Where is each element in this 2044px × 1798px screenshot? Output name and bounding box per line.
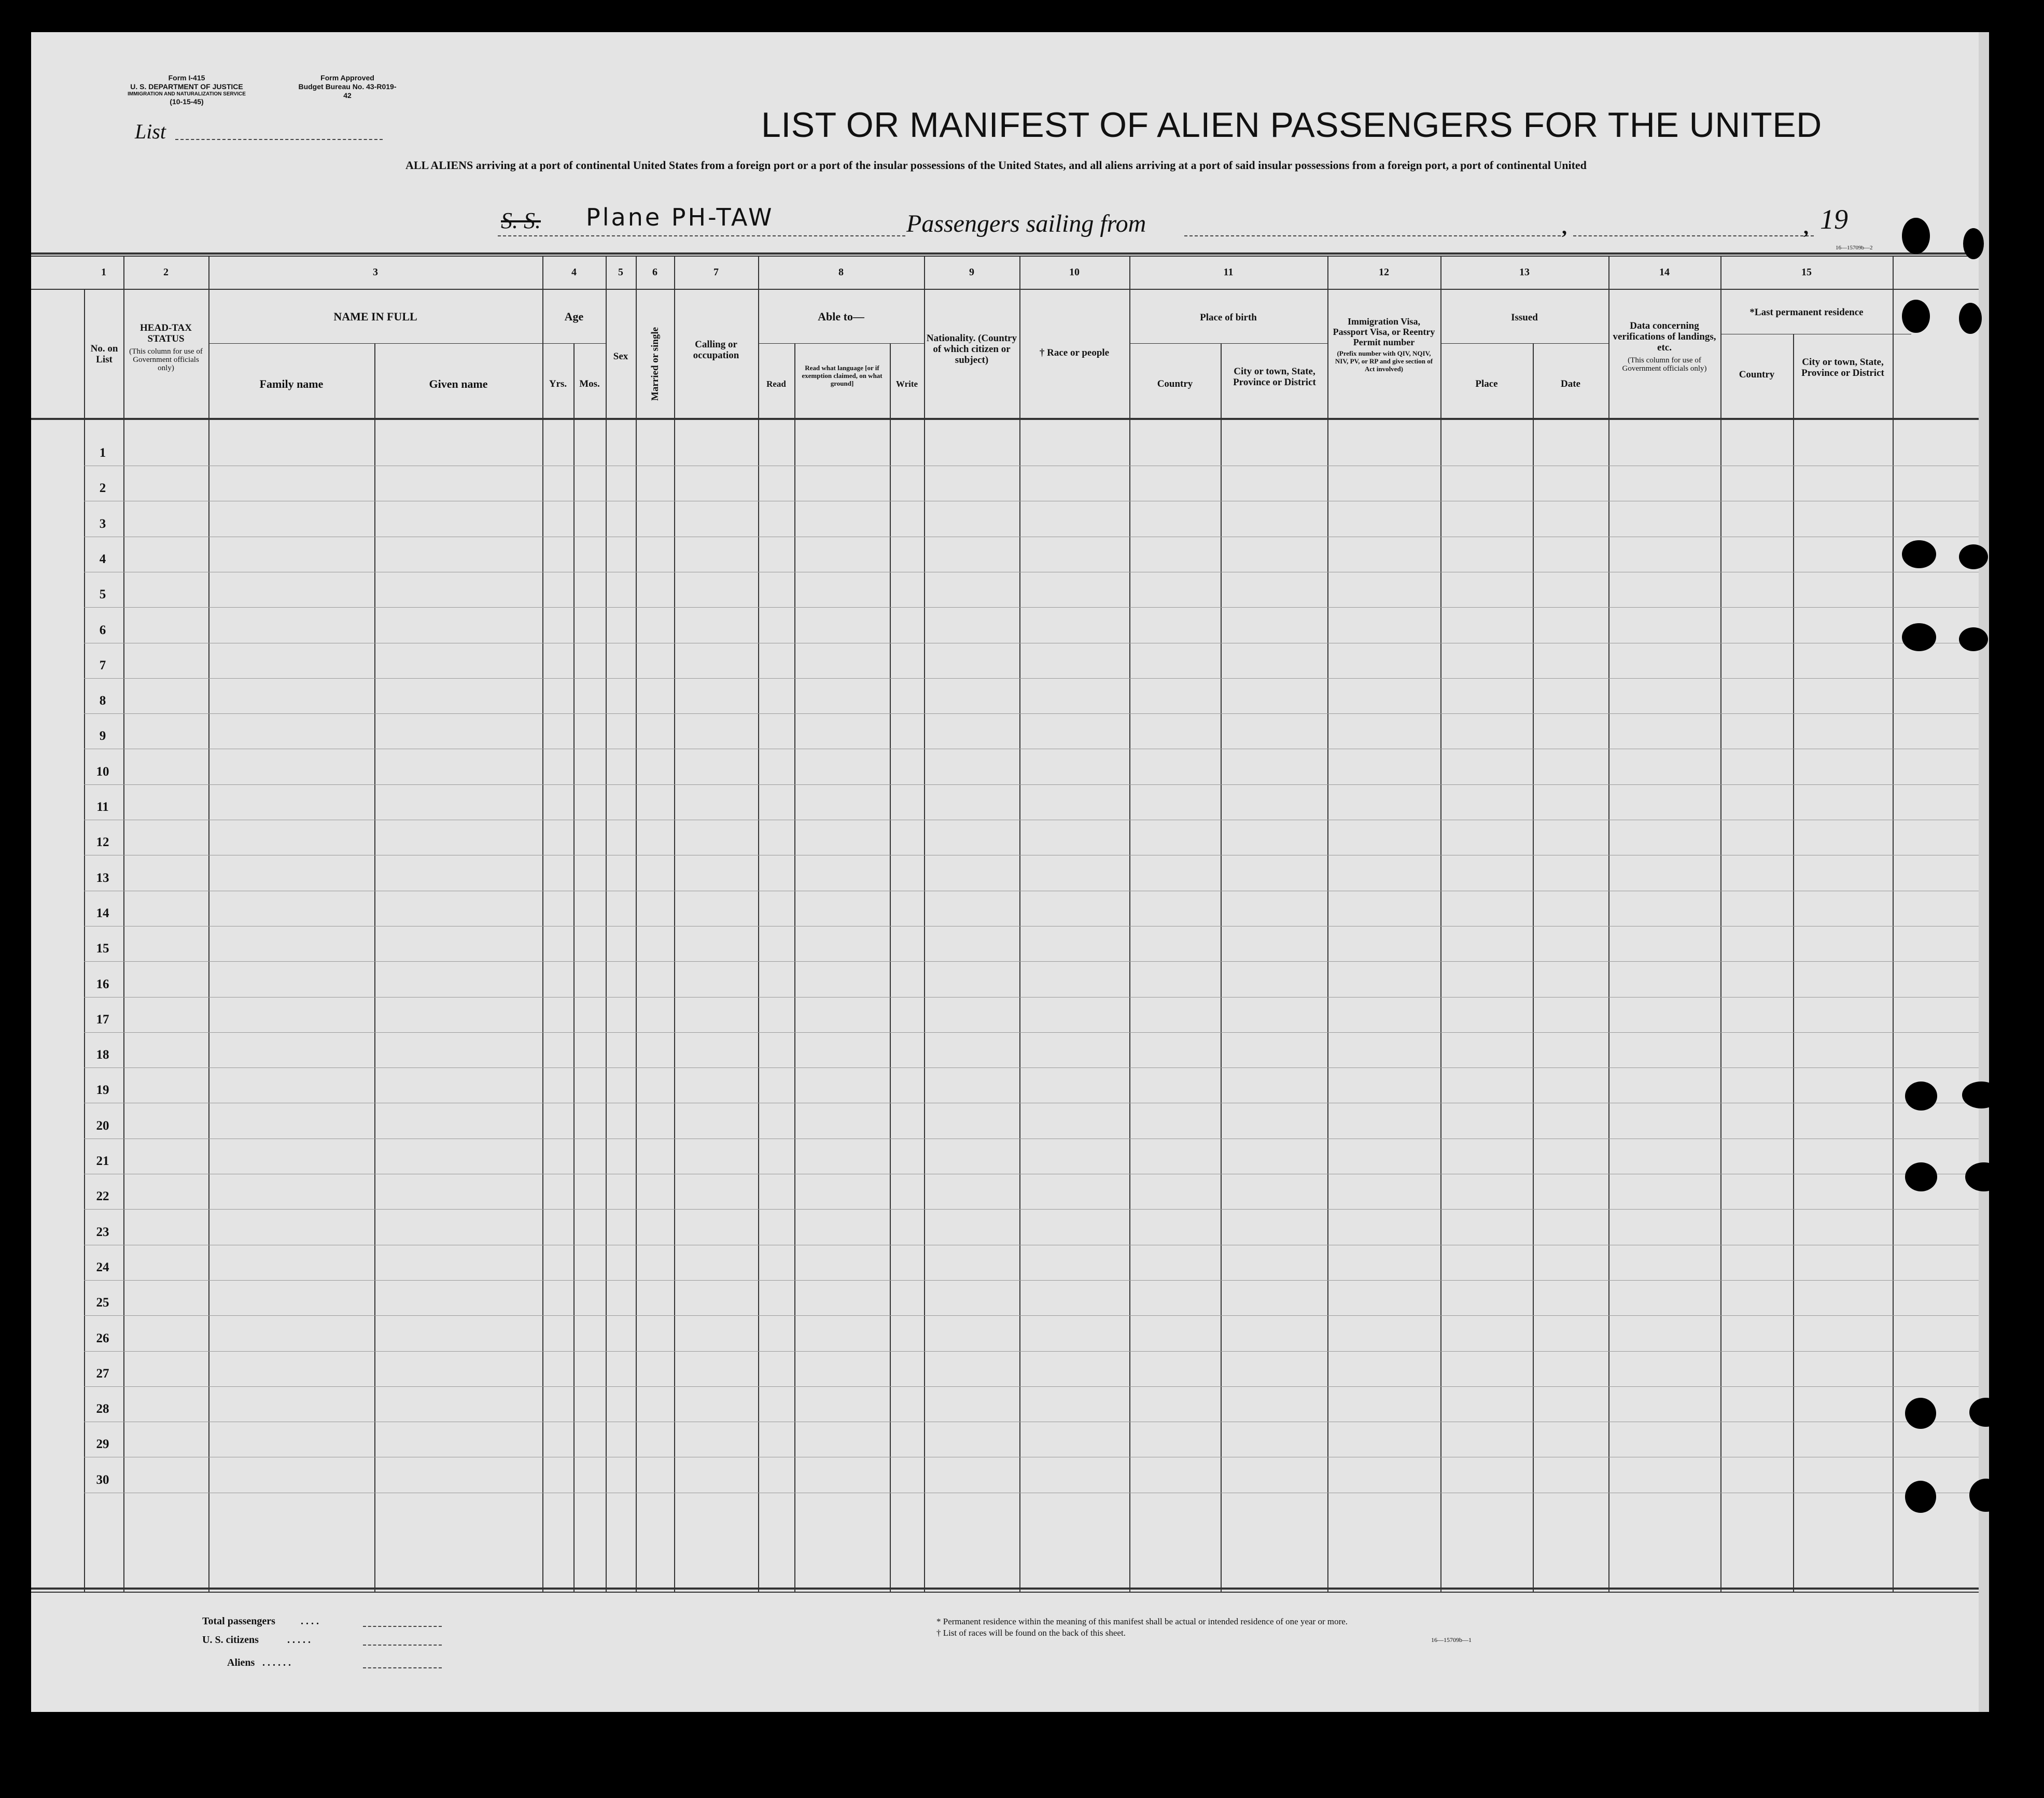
header-nationality: Nationality. (Country of which citizen or subject) bbox=[926, 333, 1017, 366]
header-data-concerning bbox=[1612, 320, 1717, 373]
footer-aliens-dots: . . . . . . bbox=[262, 1657, 291, 1668]
table-row[interactable] bbox=[84, 607, 1979, 608]
row-number: 22 bbox=[96, 1189, 109, 1203]
row-number: 26 bbox=[96, 1331, 109, 1345]
us-citizens-field[interactable] bbox=[363, 1645, 442, 1646]
row-number: 24 bbox=[96, 1260, 109, 1274]
header-birth-country: Country bbox=[1157, 378, 1193, 389]
visa-label: Immigration Visa, Passport Visa, or Reentry Permit number bbox=[1333, 316, 1435, 347]
vline-14 bbox=[1019, 256, 1020, 1592]
header-family-name: Family name bbox=[259, 377, 324, 390]
table-bottom-rule2 bbox=[31, 1592, 1979, 1593]
head-tax-label: HEAD-TAX STATUS bbox=[140, 322, 192, 344]
punch-hole bbox=[1905, 1398, 1936, 1429]
header-calling: Calling or occupation bbox=[693, 339, 739, 361]
data-concerning-label: Data concerning verifications of landings, etc. bbox=[1613, 320, 1716, 353]
sailing-date-line[interactable] bbox=[1573, 235, 1814, 236]
data-concerning-note: (This column for use of Government officials only) bbox=[1622, 356, 1707, 373]
visa-note: (Prefix number with QIV, NQIV, NIV, PV, or RP and give section of Act involved) bbox=[1335, 349, 1433, 373]
head-tax-note: (This column for use of Government officials only) bbox=[129, 347, 203, 372]
colnum-6: 6 bbox=[652, 266, 657, 278]
footnote-races: † List of races will be found on the back of this sheet. bbox=[936, 1628, 1126, 1638]
header-mos: Mos. bbox=[579, 378, 600, 389]
colnum-7: 7 bbox=[713, 266, 719, 278]
header-read: Read bbox=[766, 379, 786, 389]
header-residence-city: City or town, State, Province or District bbox=[1801, 357, 1884, 378]
colnum-8: 8 bbox=[838, 266, 844, 278]
table-row[interactable] bbox=[84, 678, 1979, 679]
header-residence-country: Country bbox=[1739, 369, 1775, 380]
punch-hole bbox=[1962, 1081, 2000, 1108]
punch-hole bbox=[1902, 540, 1936, 568]
header-able-to: Able to— bbox=[818, 310, 864, 323]
header-no-on-list: No. on List bbox=[90, 343, 118, 365]
sailing-label: Passengers sailing from bbox=[906, 210, 1146, 237]
vline-22 bbox=[1793, 334, 1794, 1592]
header-race: † Race or people bbox=[1039, 347, 1110, 358]
vline-17 bbox=[1327, 256, 1328, 1592]
print-code-top: 16—15709b—2 bbox=[1836, 245, 1873, 251]
form-approved bbox=[296, 74, 399, 100]
header-yrs: Yrs. bbox=[549, 378, 567, 389]
header-issued-place: Place bbox=[1475, 378, 1498, 389]
print-code-bottom: 16—15709b—1 bbox=[1431, 1636, 1472, 1644]
form-number: Form I-415 bbox=[168, 74, 205, 82]
punch-hole bbox=[1905, 1162, 1937, 1191]
row-number: 27 bbox=[96, 1367, 109, 1381]
punch-hole bbox=[1902, 623, 1936, 651]
punch-hole bbox=[1969, 1479, 2003, 1512]
name-subrule bbox=[208, 343, 573, 344]
table-row[interactable] bbox=[84, 1386, 1979, 1387]
punch-hole bbox=[1905, 1081, 1937, 1111]
footer-citizens-label: U. S. citizens bbox=[202, 1634, 259, 1646]
colnum-13: 13 bbox=[1519, 266, 1530, 278]
header-given-name: Given name bbox=[429, 377, 488, 390]
vline-16 bbox=[1221, 343, 1222, 1592]
punch-hole bbox=[1965, 1162, 2003, 1191]
punch-hole bbox=[1905, 1481, 1936, 1513]
date-code: (10-15-45) bbox=[170, 97, 204, 106]
punch-hole bbox=[1969, 1398, 2003, 1427]
page-title: LIST OR MANIFEST OF ALIEN PASSENGERS FOR THE UNITED bbox=[761, 105, 1822, 145]
aliens-field[interactable] bbox=[363, 1667, 442, 1668]
header-read-language: Read what language [or if exemption claimed, on what ground] bbox=[802, 364, 883, 387]
vline-7 bbox=[606, 256, 607, 1592]
approved-label: Form Approved bbox=[320, 74, 374, 82]
row-number: 1 bbox=[99, 446, 106, 460]
row-number: 5 bbox=[99, 587, 106, 601]
footer-total-dots: . . . . bbox=[301, 1616, 319, 1627]
row-number: 14 bbox=[96, 906, 109, 920]
footer-aliens-label: Aliens bbox=[227, 1657, 255, 1668]
row-number: 25 bbox=[96, 1296, 109, 1310]
vline-23 bbox=[1893, 256, 1894, 1592]
vline-6 bbox=[573, 343, 575, 1592]
header-head-tax bbox=[127, 322, 205, 372]
row-number: 3 bbox=[99, 517, 106, 531]
vline-15 bbox=[1129, 256, 1130, 1592]
table-row[interactable] bbox=[84, 961, 1979, 962]
table-row[interactable] bbox=[84, 1209, 1979, 1210]
list-label: List bbox=[135, 120, 166, 143]
row-number: 8 bbox=[99, 694, 106, 708]
comma2: , bbox=[1803, 215, 1809, 238]
header-name-in-full: NAME IN FULL bbox=[333, 310, 417, 323]
vline-19 bbox=[1533, 343, 1534, 1592]
colnum-10: 10 bbox=[1069, 266, 1080, 278]
punch-hole bbox=[1963, 228, 1984, 259]
header-visa bbox=[1331, 316, 1437, 373]
table-row[interactable] bbox=[84, 1351, 1979, 1352]
vline-3 bbox=[208, 256, 209, 1592]
vline-4 bbox=[374, 343, 375, 1592]
list-number-line[interactable] bbox=[175, 139, 383, 140]
header-bottom-rule bbox=[31, 418, 1979, 420]
vessel-name-handwritten[interactable]: Plane PH-TAW bbox=[586, 203, 774, 231]
header-last-residence: *Last permanent residence bbox=[1749, 307, 1864, 318]
table-top-rule bbox=[31, 252, 1979, 255]
vline-20 bbox=[1608, 256, 1609, 1592]
service: IMMIGRATION AND NATURALIZATION SERVICE bbox=[128, 91, 246, 97]
vline-11 bbox=[794, 343, 795, 1592]
table-row[interactable] bbox=[84, 1032, 1979, 1033]
colnum-11: 11 bbox=[1223, 266, 1234, 278]
punch-hole bbox=[1902, 218, 1930, 254]
table-row[interactable] bbox=[84, 713, 1979, 714]
vessel-line bbox=[498, 235, 905, 236]
ss-label: S. S. bbox=[501, 208, 541, 233]
header-married: Married or single bbox=[650, 327, 661, 401]
row-number: 16 bbox=[96, 977, 109, 991]
vline-21 bbox=[1720, 256, 1721, 1592]
row-number: 20 bbox=[96, 1119, 109, 1133]
colnum-4: 4 bbox=[571, 266, 577, 278]
colnum-5: 5 bbox=[618, 266, 623, 278]
year-prefix: 19 bbox=[1820, 204, 1848, 235]
department: U. S. DEPARTMENT OF JUSTICE bbox=[130, 82, 243, 91]
header-age: Age bbox=[564, 310, 584, 323]
row-number: 12 bbox=[96, 835, 109, 849]
table-row[interactable] bbox=[84, 997, 1979, 998]
punch-hole bbox=[1959, 544, 1988, 569]
row-number: 19 bbox=[96, 1083, 109, 1097]
birth-subrule bbox=[1129, 343, 1327, 344]
colnum-rule bbox=[31, 289, 1979, 290]
header-birth-city: City or town, State, Province or District bbox=[1233, 366, 1316, 388]
colnum-2: 2 bbox=[163, 266, 169, 278]
table-top-rule2 bbox=[31, 256, 1979, 257]
vline-13 bbox=[924, 256, 925, 1592]
header-issued: Issued bbox=[1511, 312, 1538, 323]
punch-hole bbox=[1959, 303, 1982, 334]
row-number: 17 bbox=[96, 1013, 109, 1027]
vline-5 bbox=[542, 256, 543, 1592]
vline-10 bbox=[758, 256, 759, 1592]
colnum-12: 12 bbox=[1379, 266, 1389, 278]
row-number: 9 bbox=[99, 729, 106, 743]
footer-citizens-dots: . . . . . bbox=[287, 1634, 311, 1646]
row-number: 21 bbox=[96, 1154, 109, 1168]
colnum-3: 3 bbox=[373, 266, 378, 278]
vline-8 bbox=[636, 256, 637, 1592]
table-bottom-rule bbox=[31, 1588, 1979, 1590]
header-write: Write bbox=[895, 379, 918, 389]
issued-subrule bbox=[1440, 343, 1608, 344]
punch-hole bbox=[1959, 627, 1988, 651]
colnum-1: 1 bbox=[101, 266, 106, 278]
vline-2 bbox=[123, 256, 124, 1592]
row-number: 11 bbox=[96, 800, 109, 814]
row-number: 18 bbox=[96, 1048, 109, 1062]
table-row[interactable] bbox=[84, 1067, 1979, 1068]
page-edge-strip bbox=[1979, 32, 1989, 1712]
row-number: 23 bbox=[96, 1225, 109, 1239]
sailing-port-line[interactable] bbox=[1184, 235, 1561, 236]
table-row[interactable] bbox=[84, 1315, 1979, 1316]
row-number: 13 bbox=[96, 871, 109, 885]
row-number: 29 bbox=[96, 1437, 109, 1451]
header-place-of-birth: Place of birth bbox=[1200, 312, 1257, 323]
row-number: 2 bbox=[99, 481, 106, 495]
footnote-residence: * Permanent residence within the meaning of this manifest shall be actual or intended residence of one year or more. bbox=[936, 1617, 1348, 1626]
row-number: 30 bbox=[96, 1473, 109, 1487]
row-number: 4 bbox=[99, 552, 106, 566]
form-info bbox=[119, 74, 254, 106]
vline-1 bbox=[84, 289, 85, 1592]
row-number: 7 bbox=[99, 658, 106, 672]
row-number: 28 bbox=[96, 1402, 109, 1416]
punch-hole bbox=[1902, 300, 1930, 333]
header-sex: Sex bbox=[613, 351, 628, 362]
manifest-sheet bbox=[31, 32, 1979, 1712]
row-number: 6 bbox=[99, 623, 106, 637]
subtitle: ALL ALIENS arriving at a port of continental United States from a foreign port or a port of the insular possessions of the United States, and all aliens arriving at a port of said insular possessions from a foreign port, a port of continental United bbox=[405, 159, 1587, 172]
colnum-15: 15 bbox=[1801, 266, 1812, 278]
comma: , bbox=[1562, 215, 1567, 238]
vline-18 bbox=[1440, 256, 1441, 1592]
vline-12 bbox=[890, 343, 891, 1592]
vline-9 bbox=[674, 256, 675, 1592]
colnum-14: 14 bbox=[1659, 266, 1670, 278]
total-passengers-field[interactable] bbox=[363, 1626, 442, 1627]
header-issued-date: Date bbox=[1561, 378, 1580, 389]
colnum-9: 9 bbox=[969, 266, 974, 278]
table-row[interactable] bbox=[84, 1280, 1979, 1281]
budget-number: Budget Bureau No. 43-R019-42 bbox=[298, 82, 397, 100]
row-number: 15 bbox=[96, 942, 109, 956]
row-number: 10 bbox=[96, 765, 109, 779]
footer-total-label: Total passengers bbox=[202, 1616, 275, 1627]
table-row[interactable] bbox=[84, 784, 1979, 785]
able-subrule bbox=[758, 343, 924, 344]
